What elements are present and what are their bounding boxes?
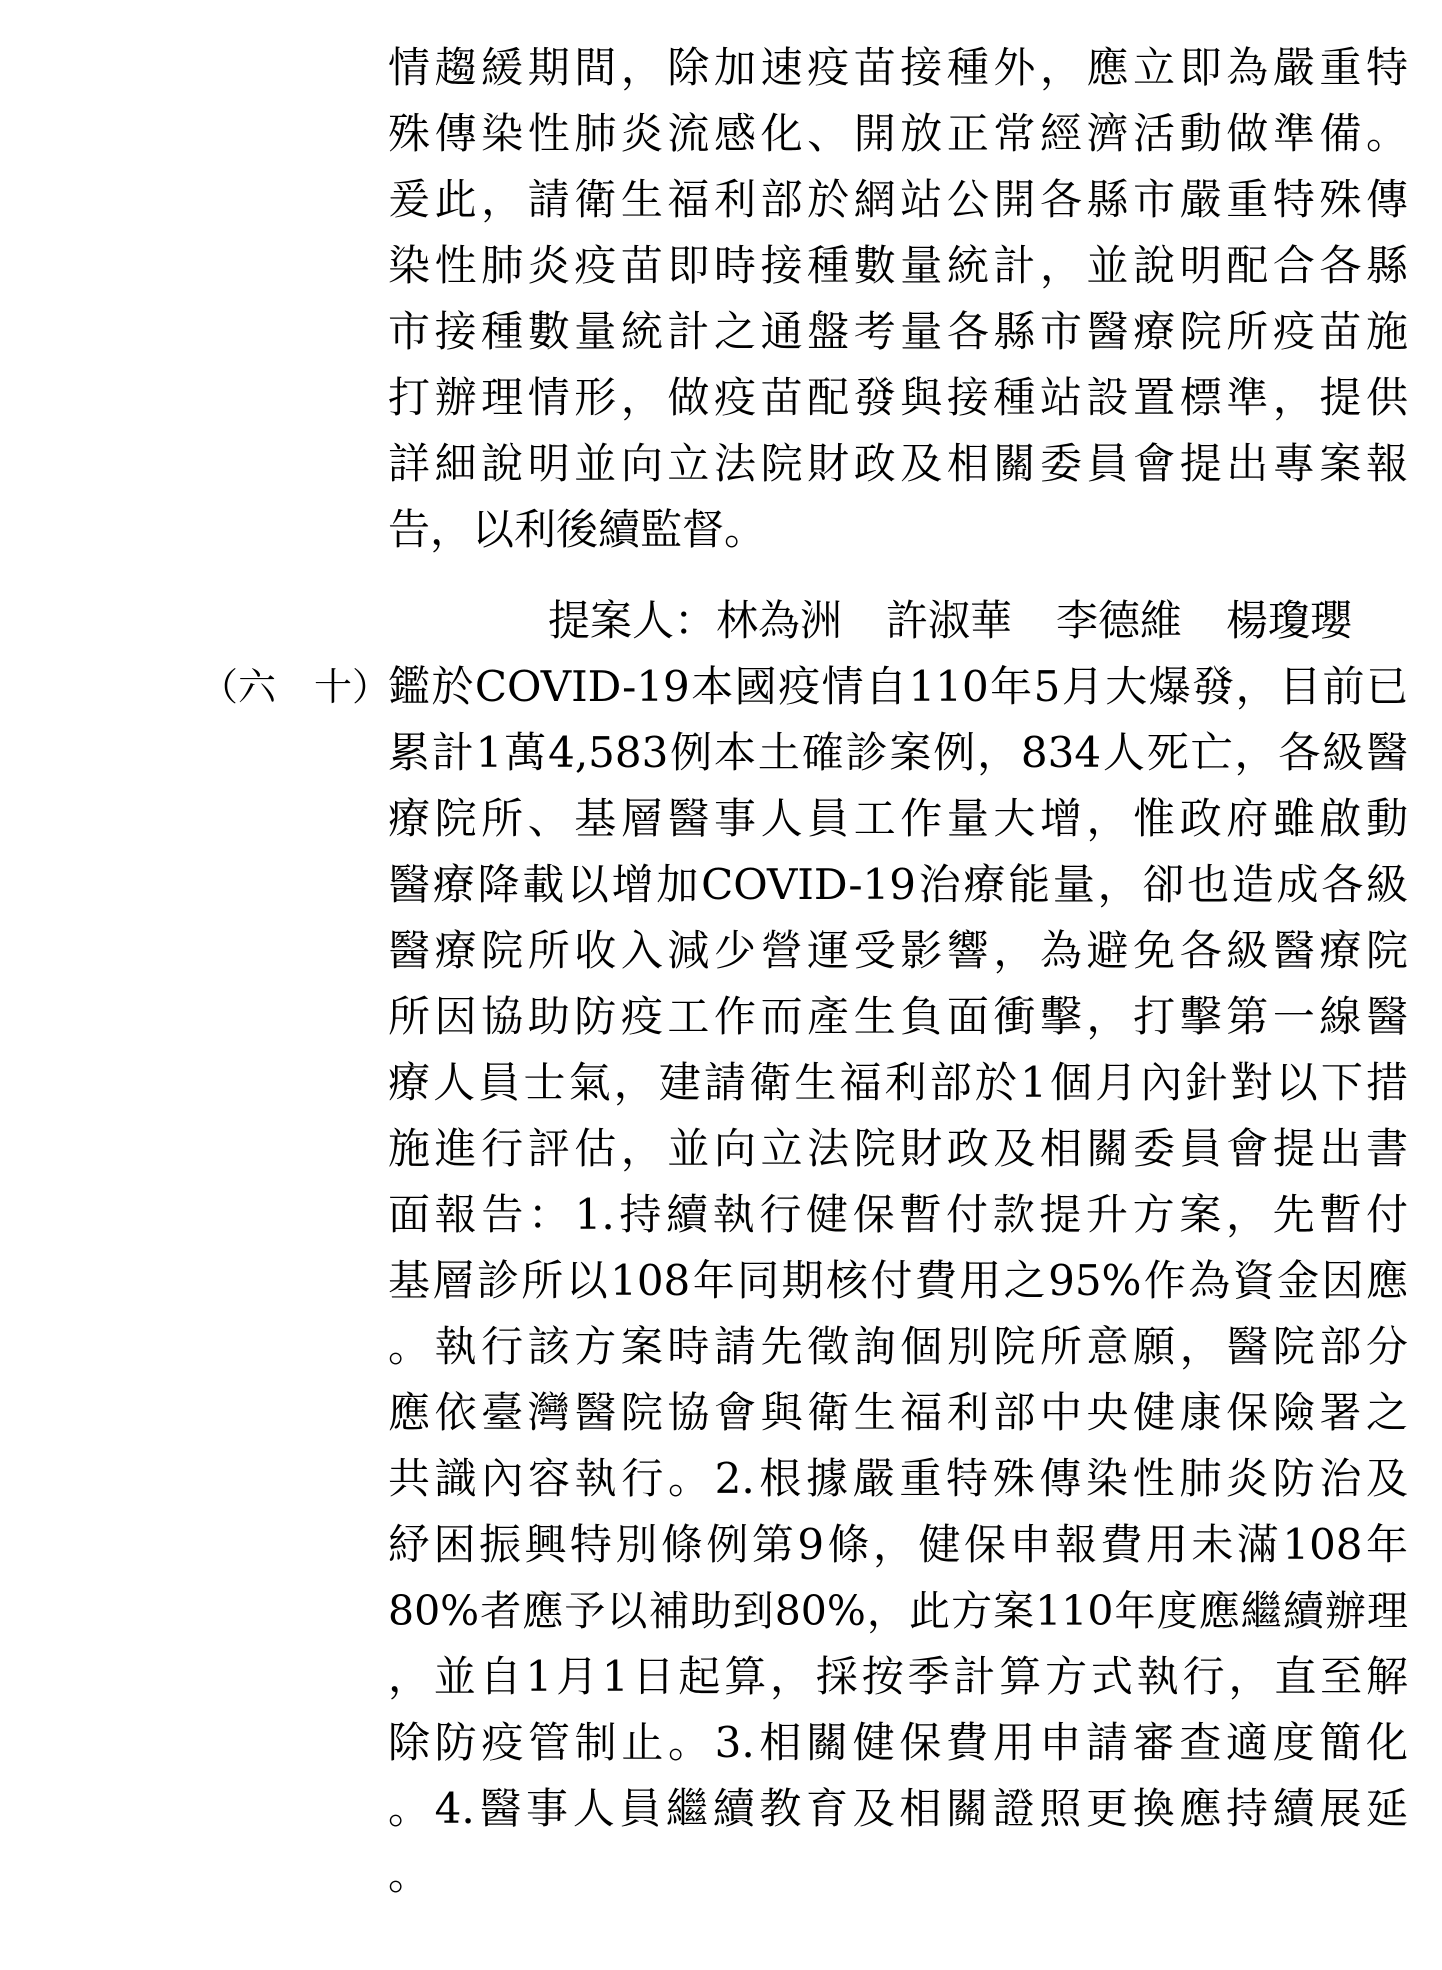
paragraph-line: 醫療院所收入減少營運受影響，為避免各級醫療院 bbox=[388, 926, 1408, 975]
paragraph-line: 。執行該方案時請先徵詢個別院所意願，醫院部分 bbox=[388, 1322, 1408, 1371]
proposers-label: 提案人：林為洲 bbox=[548, 596, 843, 645]
paragraph-line: ，並自1月1日起算，採按季計算方式執行，直至解 bbox=[388, 1652, 1408, 1701]
paragraph-line: 施進行評估，並向立法院財政及相關委員會提出書 bbox=[388, 1124, 1408, 1173]
proposer-name: 李德維 bbox=[1056, 596, 1183, 645]
item-number: （六 十） bbox=[200, 665, 391, 709]
paragraph-line: 醫療降載以增加COVID-19治療能量，卻也造成各級 bbox=[388, 860, 1408, 909]
paragraph-line: 應依臺灣醫院協會與衛生福利部中央健康保險署之 bbox=[388, 1388, 1408, 1437]
paragraph-line: 詳細說明並向立法院財政及相關委員會提出專案報 bbox=[388, 439, 1408, 488]
paragraph-line: 面報告：1.持續執行健保暫付款提升方案，先暫付 bbox=[388, 1190, 1408, 1239]
paragraph-line: 告，以利後續監督。 bbox=[388, 505, 767, 554]
paragraph-line: 鑑於COVID-19本國疫情自110年5月大爆發，目前已 bbox=[388, 662, 1408, 711]
paragraph-line: 爰此，請衛生福利部於網站公開各縣市嚴重特殊傳 bbox=[388, 175, 1408, 224]
paragraph-line: 療院所、基層醫事人員工作量大增，惟政府雖啟動 bbox=[388, 794, 1408, 843]
proposer-name: 楊瓊瓔 bbox=[1226, 596, 1353, 645]
paragraph-line: 除防疫管制止。3.相關健保費用申請審查適度簡化 bbox=[388, 1718, 1408, 1767]
paragraph-line: 累計1萬4,583例本土確診案例，834人死亡，各級醫 bbox=[388, 728, 1408, 777]
paragraph-line: 80%者應予以補助到80%，此方案110年度應繼續辦理 bbox=[388, 1587, 1408, 1635]
paragraph-line: 染性肺炎疫苗即時接種數量統計，並說明配合各縣 bbox=[388, 241, 1408, 290]
paragraph-line: 共識內容執行。2.根據嚴重特殊傳染性肺炎防治及 bbox=[388, 1454, 1408, 1503]
proposer-name: 許淑華 bbox=[886, 596, 1013, 645]
paragraph-line: 基層診所以108年同期核付費用之95%作為資金因應 bbox=[388, 1256, 1408, 1305]
paragraph-line: 所因協助防疫工作而產生負面衝擊，打擊第一線醫 bbox=[388, 992, 1408, 1041]
paragraph-line: 。 bbox=[388, 1850, 431, 1899]
paragraph-line: 殊傳染性肺炎流感化、開放正常經濟活動做準備。 bbox=[388, 109, 1408, 158]
proposers-line bbox=[548, 588, 1408, 654]
paragraph-line: 紓困振興特別條例第9條，健保申報費用未滿108年 bbox=[388, 1520, 1408, 1569]
paragraph-line: 情趨緩期間，除加速疫苗接種外，應立即為嚴重特 bbox=[388, 43, 1408, 92]
paragraph-line: 療人員士氣，建請衛生福利部於1個月內針對以下措 bbox=[388, 1058, 1408, 1107]
paragraph-line: 打辦理情形，做疫苗配發與接種站設置標準，提供 bbox=[388, 373, 1408, 422]
paragraph-line: 市接種數量統計之通盤考量各縣市醫療院所疫苗施 bbox=[388, 307, 1408, 356]
paragraph-line: 。4.醫事人員繼續教育及相關證照更換應持續展延 bbox=[388, 1784, 1408, 1833]
